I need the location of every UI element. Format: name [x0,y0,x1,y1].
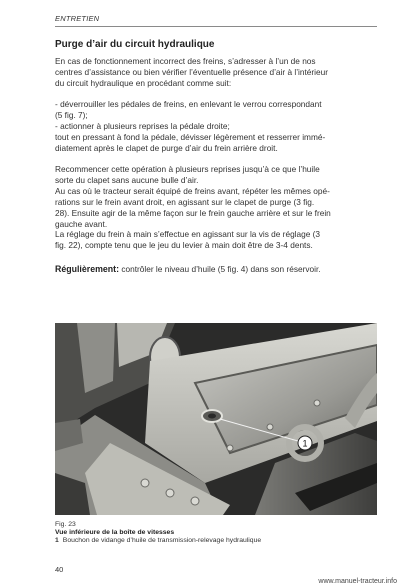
legend-text: Bouchon de vidange d’huile de transmission-relevage hydraulique [62,537,262,545]
repeat-line: fig. 22), compte tenu que le jeu du levier à main doit être de 3-4 dents. [55,240,313,251]
steps-paragraph [55,99,377,154]
gearbox-illustration [55,323,377,515]
intro-line: centres d’assistance ou bien vérifier l’éventuelle présence d’air à l’intérieur [55,66,329,77]
figure-title: Vue inférieure de la boîte de vitesses [55,529,175,537]
figure-number: Fig. 23 [55,521,76,528]
step-line: diatement après le clapet de purge d’air du frein arrière droit. [55,142,278,153]
step-line: - actionner à plusieurs reprises la pédale droite; [55,120,230,131]
header-rule [55,26,377,27]
repeat-line: 28). Ensuite agir de la même façon sur le frein gauche arrière et sur le frein [55,207,331,218]
running-header: ENTRETIEN [55,14,100,23]
gearbox-photo [55,323,377,515]
repeat-line: gauche avant. [55,218,108,229]
step-line: tout en pressant à fond la pédale, dévisser légèrement et resserrer immé- [55,131,326,142]
intro-line: du circuit hydraulique en procédant comme suit: [55,77,232,88]
repeat-paragraph [55,164,377,251]
repeat-line: rations sur le frein avant droit, en agissant sur le clapet de purge (3 fig. [55,196,315,207]
repeat-line: sorte du clapet sans aucune bulle d’air. [55,174,199,185]
section-title: Purge d’air du circuit hydraulique [55,39,215,50]
callout-number: 1 [302,438,308,449]
regularly-label: Régulièrement: [55,264,120,274]
repeat-line: La réglage du frein à main s’effectue en agissant sur la vis de réglage (3 [55,229,321,240]
regularly-text: contrôler le niveau d’huile (5 fig. 4) dans son réservoir. [119,264,321,274]
step-line: (5 fig. 7); [55,109,88,120]
figure-legend-item [55,537,377,545]
intro-paragraph [55,56,377,89]
regularly-paragraph [55,264,377,275]
website-footer: www.manuel-tracteur.info [318,578,397,585]
repeat-line: Au cas où le tracteur serait équipé de freins avant, répéter les mêmes opé- [55,185,330,196]
legend-number: 1 [55,537,59,545]
step-line: - déverrouiller les pédales de freins, en enlevant le verrou correspondant [55,99,322,109]
intro-line: En cas de fonctionnement incorrect des freins, s’adresser à l’un de nos [55,56,316,66]
page-number: 40 [55,565,64,574]
repeat-line: Recommencer cette opération à plusieurs reprises jusqu’à ce que l’huile [55,164,320,174]
figure-caption [55,521,377,546]
